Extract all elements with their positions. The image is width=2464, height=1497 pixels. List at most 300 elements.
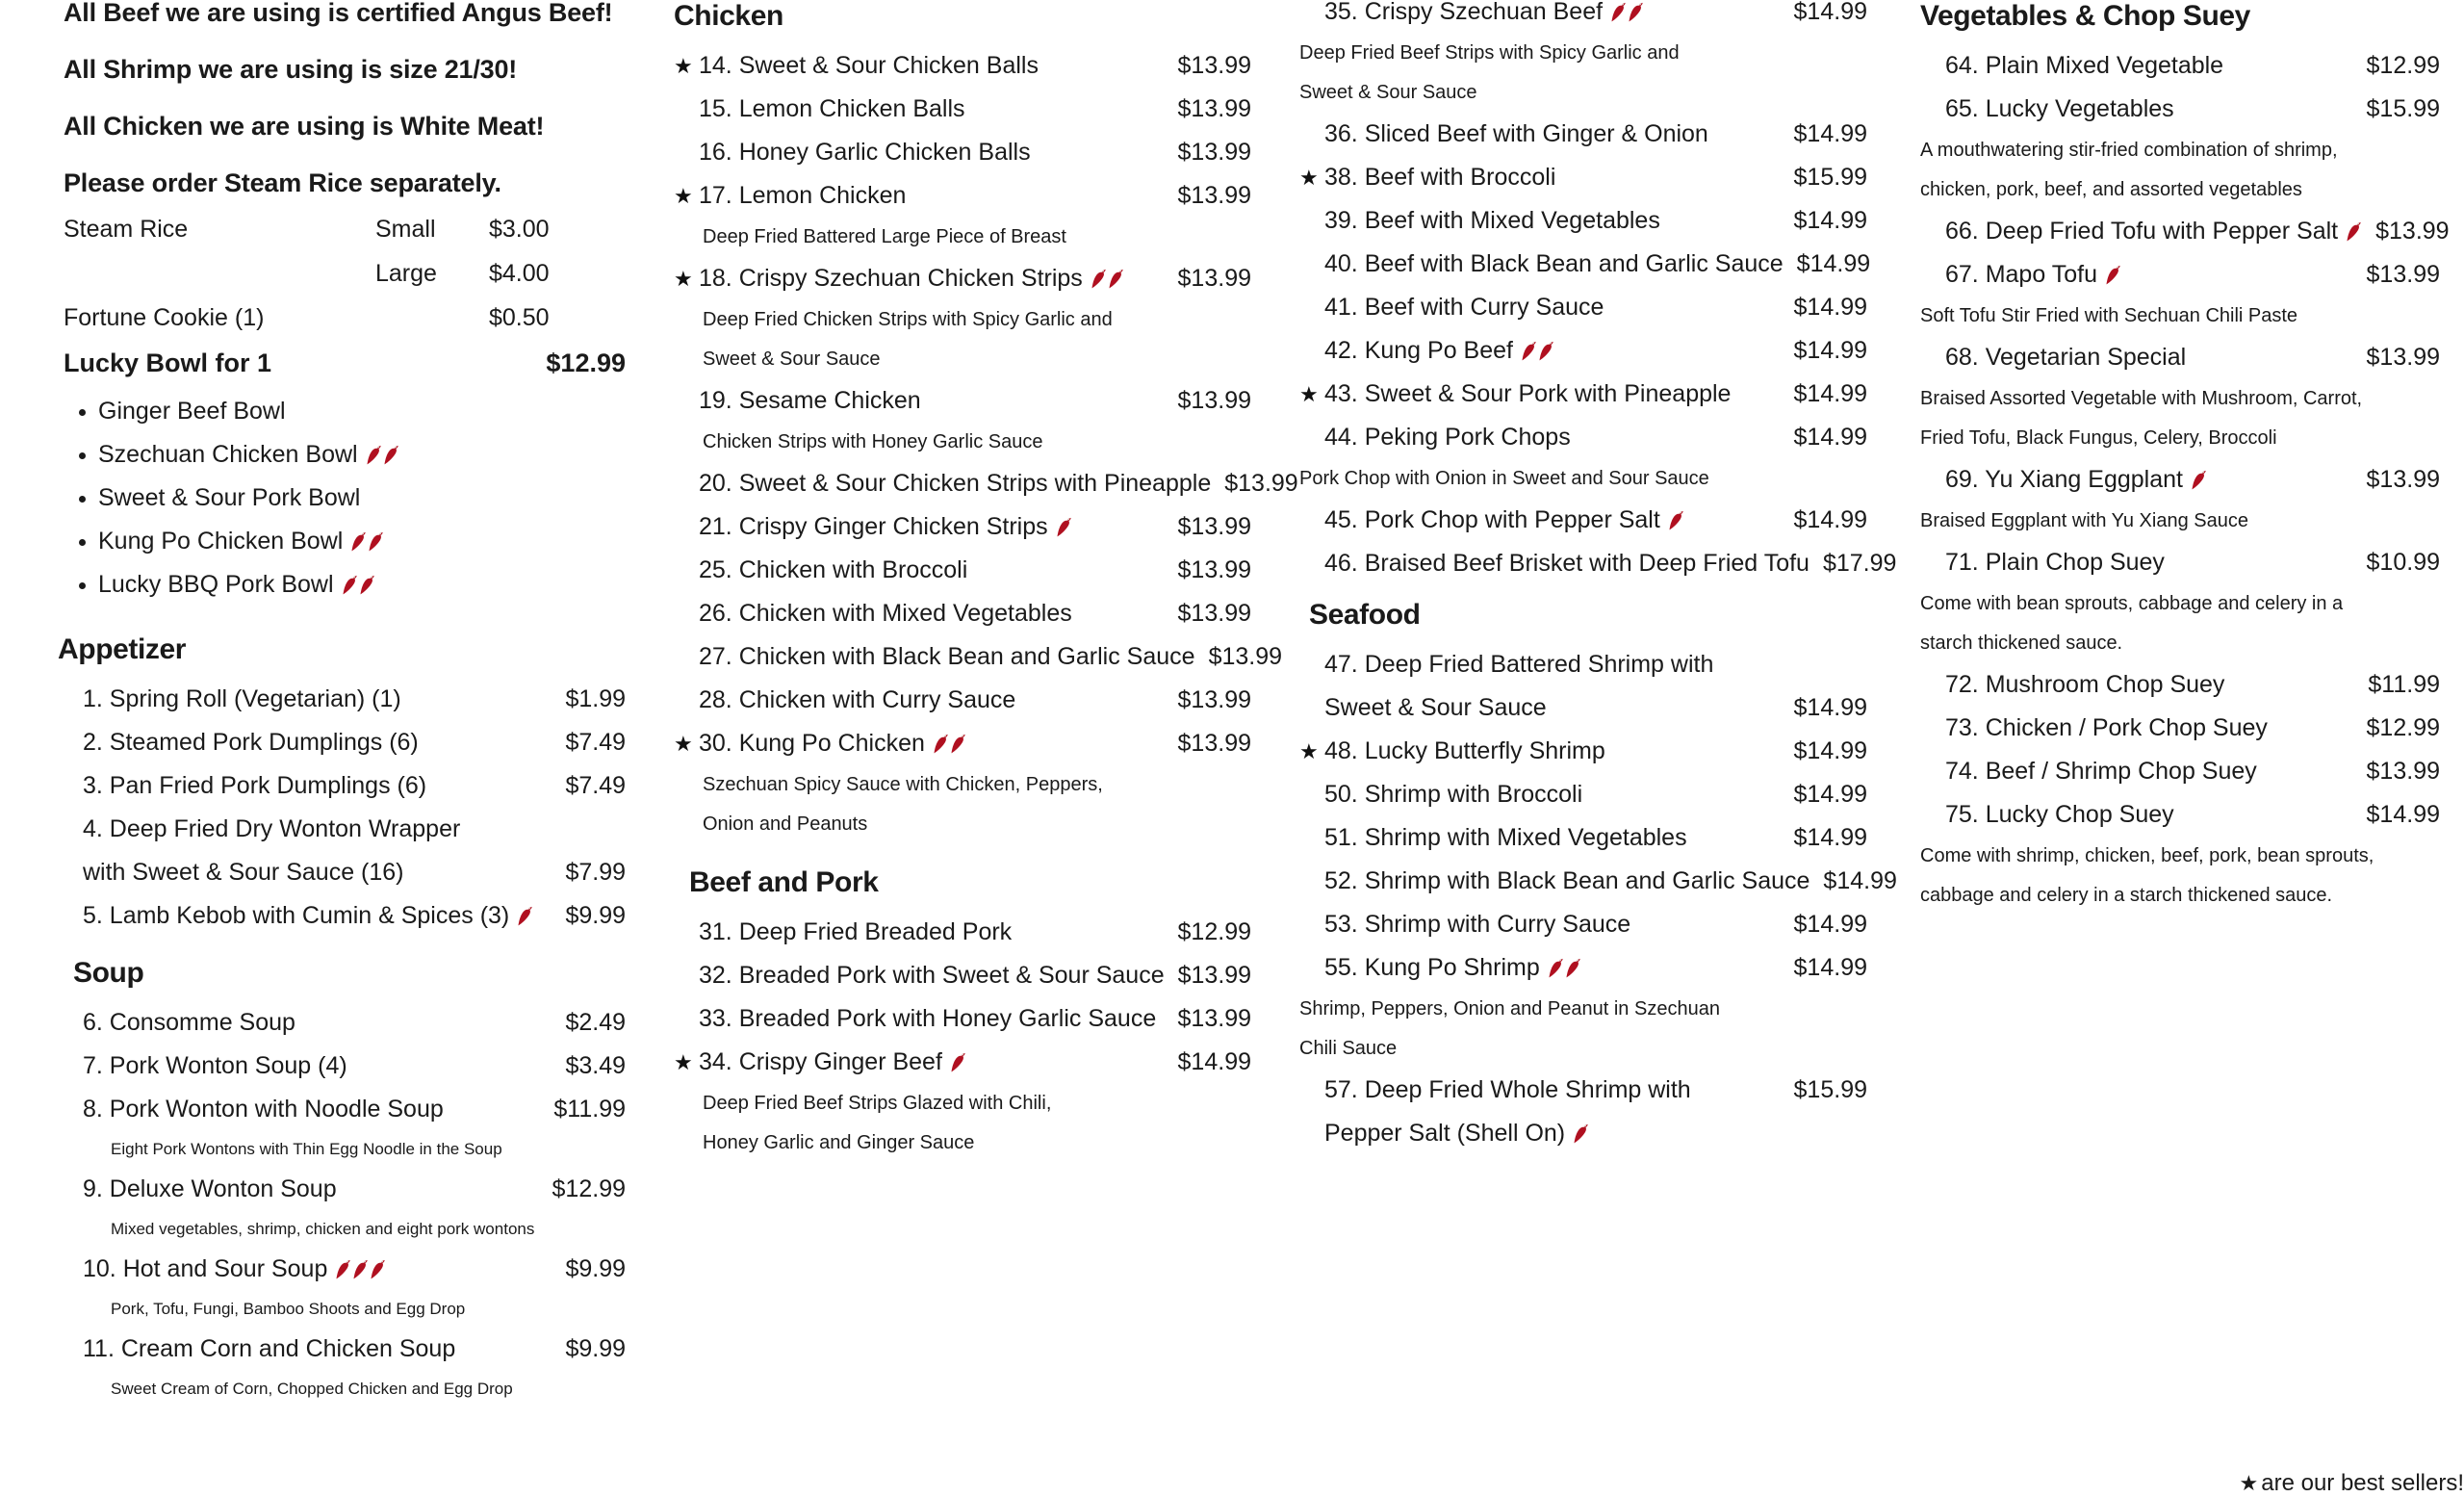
menu-item-price: $13.99 (1177, 182, 1251, 209)
menu-item-description: Sweet & Sour Sauce (1299, 82, 1477, 103)
rice-row (58, 218, 626, 243)
chili-pepper-icon (951, 1052, 966, 1073)
menu-item-name: 53. Shrimp with Curry Sauce (1324, 911, 1631, 938)
menu-item-price: $13.99 (1177, 600, 1251, 627)
menu-item-name: 15. Lemon Chicken Balls (699, 95, 965, 122)
chili-pepper-icon (1091, 269, 1107, 290)
menu-item[interactable] (1299, 209, 1867, 233)
vegetables-items (1920, 52, 2450, 906)
menu-item-name: 4. Deep Fried Dry Wonton Wrapper (83, 815, 461, 842)
chili-pepper-icon (353, 1259, 369, 1280)
menu-item-name: 50. Shrimp with Broccoli (1324, 781, 1583, 808)
menu-item[interactable] (1299, 508, 1867, 532)
menu-item[interactable] (674, 54, 1251, 78)
menu-item[interactable] (58, 1257, 626, 1281)
menu-item-price: $14.99 (1793, 424, 1867, 451)
heat-level (942, 1050, 966, 1074)
chili-pepper-icon (951, 734, 966, 755)
rice-note: Please order Steam Rice separately. (64, 168, 501, 197)
menu-item-price: $14.99 (1793, 207, 1867, 234)
chili-pepper-icon (336, 1259, 351, 1280)
menu-item-name: 67. Mapo Tofu (1945, 261, 2097, 288)
menu-item-description: Chicken Strips with Honey Garlic Sauce (703, 431, 1043, 452)
menu-item-description: Chili Sauce (1299, 1038, 1398, 1059)
best-seller-star-icon: ★ (674, 54, 693, 78)
best-seller-star-icon: ★ (674, 184, 693, 208)
menu-item-name: 11. Cream Corn and Chicken Soup (83, 1335, 456, 1362)
heat-level (2097, 263, 2121, 287)
menu-item-price: $3.49 (565, 1052, 626, 1079)
best-seller-star-icon: ★ (674, 267, 693, 291)
menu-item-price: $13.99 (2366, 758, 2440, 785)
menu-item[interactable] (1299, 250, 1871, 277)
chili-pepper-icon (1611, 2, 1627, 23)
menu-item[interactable] (1299, 867, 1897, 894)
menu-item-name: 74. Beef / Shrimp Chop Suey (1945, 758, 2257, 785)
menu-item-continuation (1299, 696, 1867, 720)
menu-item-price: $9.99 (565, 902, 626, 929)
chicken-items (674, 52, 1298, 835)
chili-pepper-icon (384, 445, 399, 466)
menu-item[interactable] (1920, 218, 2450, 245)
menu-item-name: 40. Beef with Black Bean and Garlic Sauce (1324, 250, 1784, 277)
menu-item-name: 17. Lemon Chicken (699, 182, 907, 209)
heat-level (1513, 339, 1554, 363)
menu-item[interactable] (58, 1054, 626, 1078)
rice-row (58, 306, 626, 331)
menu-item-continuation (58, 861, 626, 885)
menu-item-name: 73. Chicken / Pork Chop Suey (1945, 714, 2268, 741)
menu-item-price: $12.99 (1177, 918, 1251, 945)
menu-item-description: Come with shrimp, chicken, beef, pork, bean sprouts, (1920, 845, 2374, 866)
menu-item-description: Deep Fried Beef Strips Glazed with Chili, (703, 1093, 1052, 1114)
promo-line: All Shrimp we are using is size 21/30! (64, 55, 518, 84)
menu-item-name: 27. Chicken with Black Bean and Garlic Sauce (699, 643, 1195, 670)
menu-item-price: $9.99 (565, 1255, 626, 1282)
lucky-bowl-item-name: Lucky BBQ Pork Bowl (98, 571, 334, 598)
chili-pepper-icon (371, 1259, 386, 1280)
heat-level (2183, 468, 2207, 492)
heat-level (509, 904, 533, 928)
menu-item[interactable] (674, 643, 1283, 670)
menu-item-name: 5. Lamb Kebob with Cumin & Spices (3) (83, 902, 510, 929)
heat-level (2338, 219, 2362, 244)
menu-item-name: 65. Lucky Vegetables (1945, 95, 2174, 122)
menu-item-name: 51. Shrimp with Mixed Vegetables (1324, 824, 1687, 851)
best-seller-star-icon: ★ (1299, 739, 1319, 763)
menu-item-name: 72. Mushroom Chop Suey (1945, 671, 2225, 698)
menu-item-name: 39. Beef with Mixed Vegetables (1324, 207, 1660, 234)
menu-item-name: 26. Chicken with Mixed Vegetables (699, 600, 1072, 627)
lucky-bowl-header (64, 350, 626, 376)
menu-item-description: Mixed vegetables, shrimp, chicken and eight pork wontons (111, 1220, 535, 1238)
menu-item-name: 33. Breaded Pork with Honey Garlic Sauce (699, 1005, 1157, 1032)
menu-item[interactable] (674, 732, 1251, 756)
menu-item-price: $15.99 (1793, 1076, 1867, 1103)
menu-item-name: 14. Sweet & Sour Chicken Balls (699, 52, 1039, 79)
menu-item-price: $14.99 (2366, 801, 2440, 828)
menu-item-name: 30. Kung Po Chicken (699, 730, 925, 757)
menu-item-description: Braised Assorted Vegetable with Mushroom, Carrot, (1920, 388, 2363, 409)
menu-item-price: $12.99 (2366, 52, 2440, 79)
menu-item-name: 2. Steamed Pork Dumplings (6) (83, 729, 419, 756)
menu-item-price: $13.99 (1177, 513, 1251, 540)
section-title-soup: Soup (73, 957, 144, 989)
menu-item-description: Deep Fried Chicken Strips with Spicy Garlic and (703, 309, 1113, 330)
menu-item[interactable] (1299, 1078, 1867, 1102)
menu-item-description: Deep Fried Beef Strips with Spicy Garlic and (1299, 42, 1680, 64)
menu-item-price: $12.99 (2366, 714, 2440, 741)
menu-item[interactable] (1299, 913, 1867, 937)
menu-item-name: 31. Deep Fried Breaded Pork (699, 918, 1013, 945)
menu-item-name: 6. Consomme Soup (83, 1009, 295, 1036)
heat-level (358, 443, 399, 467)
menu-item[interactable] (58, 817, 626, 841)
menu-item-description: starch thickened sauce. (1920, 632, 2123, 654)
menu-item-description: Pork, Tofu, Fungi, Bamboo Shoots and Egg Drop (111, 1300, 466, 1318)
menu-item[interactable] (674, 602, 1251, 626)
menu-item-price: $13.99 (1177, 52, 1251, 79)
rice-price: $4.00 (489, 260, 550, 287)
menu-item[interactable] (58, 904, 626, 928)
rice-price-table (58, 218, 626, 331)
menu-item-price: $13.99 (2366, 466, 2440, 493)
menu-item-name-cont: Sweet & Sour Sauce (1324, 694, 1547, 721)
beef-pork-items-top (674, 920, 1251, 1152)
menu-item-name: 45. Pork Chop with Pepper Salt (1324, 506, 1660, 533)
menu-item[interactable] (1299, 426, 1867, 450)
menu-item-name: 3. Pan Fried Pork Dumplings (6) (83, 772, 427, 799)
menu-item-price: $14.99 (1796, 250, 1871, 277)
menu-item[interactable] (1920, 760, 2440, 784)
menu-item-description: Eight Pork Wontons with Thin Egg Noodle in the Soup (111, 1140, 502, 1158)
menu-item-price: $13.99 (2366, 261, 2440, 288)
menu-item-name: 34. Crispy Ginger Beef (699, 1048, 942, 1075)
menu-item[interactable] (1299, 826, 1867, 850)
menu-item[interactable] (58, 687, 626, 711)
star-icon: ★ (2239, 1471, 2259, 1495)
menu-item-name: 1. Spring Roll (Vegetarian) (1) (83, 685, 401, 712)
menu-item-name: 68. Vegetarian Special (1945, 344, 2187, 371)
menu-item[interactable] (1299, 382, 1867, 406)
menu-item-price: $10.99 (2366, 549, 2440, 576)
menu-item[interactable] (1299, 783, 1867, 807)
chili-pepper-icon (518, 906, 533, 927)
menu-item-price: $15.99 (2366, 95, 2440, 122)
menu-item[interactable] (674, 558, 1251, 582)
seafood-items (1299, 651, 1897, 1147)
chili-pepper-icon (1109, 269, 1124, 290)
rice-price: $3.00 (489, 216, 550, 243)
promo-line: All Chicken we are using is White Meat! (64, 112, 545, 141)
menu-item-description: Sweet Cream of Corn, Chopped Chicken and Egg Drop (111, 1380, 513, 1398)
menu-item[interactable] (674, 920, 1251, 944)
menu-item-description: Come with bean sprouts, cabbage and celery in a (1920, 593, 2344, 614)
heat-level (925, 732, 966, 756)
menu-item-name: 52. Shrimp with Black Bean and Garlic Sauce (1324, 867, 1810, 894)
lucky-bowl-list (58, 400, 626, 597)
menu-item-name: 16. Honey Garlic Chicken Balls (699, 139, 1031, 166)
rice-label: Fortune Cookie (1) (64, 304, 265, 331)
menu-item-name: 35. Crispy Szechuan Beef (1324, 0, 1604, 25)
column-info-appetizer-soup (58, 0, 626, 1417)
menu-item-price: $1.99 (565, 685, 626, 712)
menu-item-name: 18. Crispy Szechuan Chicken Strips (699, 265, 1083, 292)
menu-item[interactable] (1299, 956, 1867, 980)
menu-item[interactable] (674, 141, 1251, 165)
chili-pepper-icon (367, 445, 382, 466)
chili-pepper-icon (1549, 958, 1564, 979)
menu-item-price: $13.99 (1208, 643, 1283, 670)
chili-pepper-icon (343, 575, 358, 596)
heat-level (1603, 0, 1644, 24)
menu-item-price: $14.99 (1793, 911, 1867, 938)
appetizer-items (58, 687, 626, 928)
lucky-bowl-item[interactable] (58, 486, 626, 510)
menu-item[interactable] (1299, 653, 1867, 677)
menu-item-name-cont: with Sweet & Sour Sauce (16) (83, 859, 404, 886)
menu-item-description: Pork Chop with Onion in Sweet and Sour Sauce (1299, 468, 1709, 489)
chili-pepper-icon (1574, 1123, 1589, 1145)
chili-pepper-icon (369, 531, 384, 553)
menu-item-name: 44. Peking Pork Chops (1324, 424, 1571, 451)
menu-item-price: $17.99 (1822, 550, 1897, 577)
menu-item-name: 57. Deep Fried Whole Shrimp with (1324, 1076, 1691, 1103)
rice-price: $0.50 (489, 304, 550, 331)
chili-pepper-icon (1566, 958, 1581, 979)
menu-item-continuation (1299, 1122, 1867, 1146)
menu-item-price: $7.49 (565, 772, 626, 799)
menu-item[interactable] (1299, 550, 1897, 577)
menu-item[interactable] (1920, 263, 2440, 287)
menu-item-description: chicken, pork, beef, and assorted vegetables (1920, 179, 2302, 200)
menu-item-description: Sweet & Sour Sauce (703, 348, 881, 370)
rice-size: Small (375, 216, 436, 243)
heat-level (327, 1257, 386, 1281)
lucky-bowl-item-name: Sweet & Sour Pork Bowl (98, 484, 361, 511)
menu-item-price: $13.99 (1177, 1005, 1251, 1032)
menu-item-price: $13.99 (1177, 139, 1251, 166)
menu-item[interactable] (1920, 716, 2440, 740)
heat-level (1083, 267, 1124, 291)
chili-pepper-icon (934, 734, 949, 755)
menu-item-description: Onion and Peanuts (703, 813, 868, 835)
menu-item-price: $14.99 (1823, 867, 1897, 894)
menu-item-price: $11.99 (553, 1096, 626, 1123)
chili-pepper-icon (2192, 470, 2207, 491)
column-chicken-beefpork (674, 0, 1298, 1173)
section-title-chicken: Chicken (674, 0, 783, 32)
menu-item-description: Deep Fried Battered Large Piece of Breast (703, 226, 1066, 247)
menu-item-name: 8. Pork Wonton with Noodle Soup (83, 1096, 444, 1123)
menu-item-name: 41. Beef with Curry Sauce (1324, 294, 1604, 321)
menu-item-price: $14.99 (1177, 1048, 1251, 1075)
menu-item-description: Soft Tofu Stir Fried with Sechuan Chili Paste (1920, 305, 2298, 326)
heat-level (1048, 515, 1072, 539)
menu-item-name: 38. Beef with Broccoli (1324, 164, 1556, 191)
menu-item-price: $13.99 (2366, 344, 2440, 371)
menu-item-name: 71. Plain Chop Suey (1945, 549, 2165, 576)
menu-item-price: $15.99 (1793, 164, 1867, 191)
chili-pepper-icon (1629, 2, 1644, 23)
lucky-bowl-item[interactable] (58, 573, 626, 597)
lucky-bowl-item-name: Szechuan Chicken Bowl (98, 441, 358, 468)
menu-item[interactable] (1920, 803, 2440, 827)
menu-item[interactable] (1299, 296, 1867, 320)
menu-item-price: $13.99 (1224, 470, 1298, 497)
menu-item-price: $9.99 (565, 1335, 626, 1362)
menu-item[interactable] (58, 1337, 626, 1361)
lucky-bowl-item-name: Ginger Beef Bowl (98, 398, 286, 425)
menu-item[interactable] (1299, 122, 1867, 146)
menu-item-description: cabbage and celery in a starch thickened sauce. (1920, 885, 2333, 906)
menu-item-name: 48. Lucky Butterfly Shrimp (1324, 737, 1605, 764)
menu-item[interactable] (58, 1097, 626, 1122)
menu-item-price: $14.99 (1793, 120, 1867, 147)
rice-label: Steam Rice (64, 216, 189, 243)
menu-item-name-cont: Pepper Salt (Shell On) (1324, 1120, 1566, 1147)
menu-item[interactable] (674, 97, 1251, 121)
menu-item-description: Braised Eggplant with Yu Xiang Sauce (1920, 510, 2248, 531)
menu-item-name: 64. Plain Mixed Vegetable (1945, 52, 2224, 79)
menu-item-price: $14.99 (1793, 337, 1867, 364)
menu-item-name: 19. Sesame Chicken (699, 387, 921, 414)
heat-level (1565, 1122, 1589, 1146)
menu-item[interactable] (1920, 673, 2440, 697)
menu-item[interactable] (1920, 54, 2440, 78)
menu-item-name: 28. Chicken with Curry Sauce (699, 686, 1016, 713)
best-seller-star-icon: ★ (1299, 382, 1319, 406)
best-seller-star-icon: ★ (1299, 166, 1319, 190)
menu-item-name: 55. Kung Po Shrimp (1324, 954, 1540, 981)
promo-line: All Beef we are using is certified Angus Beef! (64, 0, 613, 27)
menu-item-price: $13.99 (1177, 95, 1251, 122)
best-sellers-text: are our best sellers! (2261, 1470, 2464, 1496)
menu-item[interactable] (674, 1007, 1251, 1031)
menu-item[interactable] (1920, 346, 2440, 370)
chili-pepper-icon (1539, 341, 1554, 362)
chili-pepper-icon (360, 575, 375, 596)
menu-item[interactable] (1920, 468, 2440, 492)
heat-level (334, 573, 375, 597)
menu-item[interactable] (674, 688, 1251, 712)
menu-item-price: $14.99 (1793, 694, 1867, 721)
menu-item-price: $12.99 (552, 1175, 626, 1202)
menu-item-price: $11.99 (2368, 671, 2440, 698)
menu-item-name: 32. Breaded Pork with Sweet & Sour Sauce (699, 962, 1165, 989)
menu-item-price: $14.99 (1793, 380, 1867, 407)
menu-item[interactable] (58, 774, 626, 798)
menu-item-price: $14.99 (1793, 0, 1867, 25)
menu-item-name: 43. Sweet & Sour Pork with Pineapple (1324, 380, 1732, 407)
menu-item-name: 10. Hot and Sour Soup (83, 1255, 328, 1282)
menu-item[interactable] (1299, 0, 1867, 24)
chili-pepper-icon (2106, 265, 2121, 286)
menu-item-description: Honey Garlic and Ginger Sauce (703, 1132, 975, 1153)
rice-row (58, 262, 626, 287)
lucky-bowl-price: $12.99 (546, 348, 626, 377)
menu-item-description: Shrimp, Peppers, Onion and Peanut in Szechuan (1299, 998, 1720, 1020)
menu-item-name: 9. Deluxe Wonton Soup (83, 1175, 337, 1202)
menu-item[interactable] (674, 184, 1251, 208)
menu-item[interactable] (1299, 739, 1867, 763)
chili-pepper-icon (1057, 517, 1072, 538)
menu-item[interactable] (58, 731, 626, 755)
menu-item-name: 66. Deep Fried Tofu with Pepper Salt (1945, 218, 2339, 245)
menu-item-price: $7.49 (565, 729, 626, 756)
menu-item-description: Szechuan Spicy Sauce with Chicken, Peppers, (703, 774, 1103, 795)
chili-pepper-icon (1522, 341, 1537, 362)
best-seller-star-icon: ★ (674, 732, 693, 756)
menu-item-price: $14.99 (1793, 294, 1867, 321)
menu-item-price: $13.99 (1177, 962, 1252, 989)
menu-item-name: 75. Lucky Chop Suey (1945, 801, 2174, 828)
menu-item[interactable] (674, 470, 1298, 497)
menu-item-price: $14.99 (1793, 781, 1867, 808)
menu-item-price: $13.99 (1177, 265, 1251, 292)
menu-item[interactable] (674, 267, 1251, 291)
lucky-bowl-item[interactable] (58, 443, 626, 467)
menu-item[interactable] (1299, 166, 1867, 190)
menu-item-name: 25. Chicken with Broccoli (699, 556, 968, 583)
promo-block (58, 0, 626, 140)
menu-item-description: A mouthwatering stir-fried combination of shrimp, (1920, 140, 2338, 161)
menu-item[interactable] (674, 389, 1251, 413)
menu-item-name: 46. Braised Beef Brisket with Deep Fried Tofu (1324, 550, 1810, 577)
menu-item-price: $14.99 (1793, 824, 1867, 851)
menu-item[interactable] (1299, 339, 1867, 363)
chili-pepper-icon (1669, 510, 1684, 531)
section-title-seafood: Seafood (1309, 599, 1421, 631)
menu-item-name: 7. Pork Wonton Soup (4) (83, 1052, 347, 1079)
heat-level (1660, 508, 1684, 532)
menu-item-price: $7.99 (565, 859, 626, 886)
section-title-vegetables: Vegetables & Chop Suey (1920, 0, 2250, 32)
best-seller-star-icon: ★ (674, 1050, 693, 1074)
heat-level (1540, 956, 1581, 980)
section-title-appetizer: Appetizer (58, 633, 187, 665)
menu-item-name: 42. Kung Po Beef (1324, 337, 1513, 364)
menu-item-price: $13.99 (1177, 387, 1251, 414)
menu-item[interactable] (1920, 551, 2440, 575)
menu-item[interactable] (674, 515, 1251, 539)
lucky-bowl-title: Lucky Bowl for 1 (64, 348, 272, 377)
section-title-beef-pork: Beef and Pork (689, 866, 879, 898)
chili-pepper-icon (351, 531, 367, 553)
menu-item-name: 21. Crispy Ginger Chicken Strips (699, 513, 1048, 540)
menu-item-price: $13.99 (1177, 730, 1251, 757)
menu-item-price: $13.99 (1177, 556, 1251, 583)
heat-level (343, 529, 384, 554)
column-vegetables-chopsuey (1920, 0, 2450, 925)
menu-item-name: 36. Sliced Beef with Ginger & Onion (1324, 120, 1708, 147)
lucky-bowl-item[interactable] (58, 400, 626, 424)
menu-item[interactable] (674, 1050, 1251, 1074)
menu-item-price: $14.99 (1793, 506, 1867, 533)
soup-items (58, 1011, 626, 1397)
menu-item[interactable] (58, 1177, 626, 1201)
lucky-bowl-item-name: Kung Po Chicken Bowl (98, 528, 344, 555)
menu-item-price: $13.99 (2375, 218, 2450, 245)
column-beefpork-seafood (1299, 0, 1897, 1165)
lucky-bowl-item[interactable] (58, 529, 626, 554)
menu-item[interactable] (58, 1011, 626, 1035)
best-sellers-note (2240, 1470, 2464, 1497)
menu-item-price: $14.99 (1793, 954, 1867, 981)
menu-item[interactable] (1920, 97, 2440, 121)
menu-item[interactable] (674, 964, 1251, 988)
menu-item-price: $2.49 (565, 1009, 626, 1036)
